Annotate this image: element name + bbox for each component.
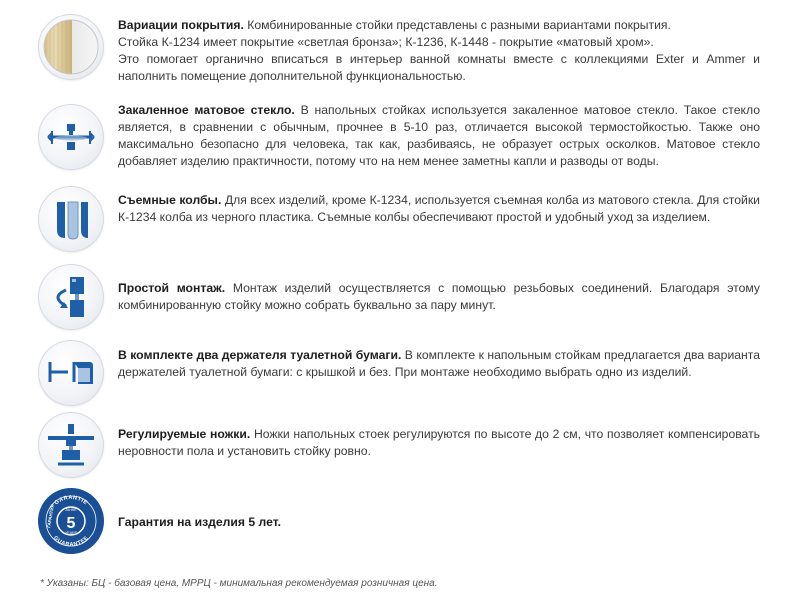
feature-body: Это помогает органично вписаться в интерьер ванной комнаты вместе с коллекциями Exter и Ammer и наполнить помещение дополнительной функциональностью.	[118, 52, 760, 83]
feature-body: Для всех изделий, кроме К-1234, используется съемная колба из матового стекла. Для стойки К-1234 колба из черного пластика. Съемные колбы обеспечивают простой и удобный уход за изделием.	[118, 193, 760, 224]
feature-title: Регулируемые ножки.	[118, 427, 251, 441]
feature-title: Вариации покрытия.	[118, 18, 244, 32]
feature-coating-text	[118, 17, 760, 85]
feature-body: В комплекте к напольным стойкам предлагается два варианта держателей туалетной бумаги: с крышкой и без. При монтаже необходимо выбрать одно из изделий.	[118, 348, 760, 379]
badge-left-text: ГАРАНТИЯ	[46, 503, 56, 529]
badge-small-top: JAHRE	[65, 508, 77, 512]
feature-body: Ножки напольных стоек регулируются по высоте до 2 см, что позволяет компенсировать неровности пола и установить стойку ровно.	[118, 427, 760, 458]
warranty-badge-icon	[38, 488, 104, 554]
badge-top-text: GARANTIE	[53, 494, 89, 507]
feature-body: В напольных стойках используется закаленное матовое стекло. Такое стекло является, в сравнении с обычным, прочнее в 5-10 раз, отличается высокой термостойкостью. Также оно максимально безопасно для человека, так как, разбиваясь, не образует острых осколков. Матовое стекло добавляет изделию практичности, потому что на нем менее заметны капли и разводы от воды.	[118, 103, 760, 168]
feature-warranty-text	[118, 514, 760, 531]
badge-small-bottom: YEARS	[65, 531, 77, 535]
feature-flasks-text	[118, 192, 760, 226]
badge-number: 5	[66, 515, 76, 532]
feature-title: В комплекте два держателя туалетной бумаги.	[118, 348, 402, 362]
feature-adjustable-feet-text	[118, 426, 760, 460]
feature-title: Закаленное матовое стекло.	[118, 103, 295, 117]
footnote: * Указаны: БЦ - базовая цена, МРРЦ - минимальная рекомендуемая розничная цена.	[40, 578, 438, 589]
feature-glass-text	[118, 102, 760, 170]
feature-body: Комбинированные стойки представлены с разными вариантами покрытия.	[243, 18, 671, 32]
feature-body: Монтаж изделий осуществляется с помощью резьбовых соединений. Благодаря этому комбинированную стойку можно собрать буквально за пару минут.	[118, 281, 761, 312]
tempered-glass-icon	[38, 104, 104, 170]
paper-holder-icon	[38, 340, 104, 406]
feature-title: Съемные колбы.	[118, 193, 222, 207]
feature-paper-holders-text	[118, 347, 760, 381]
bronze-chrome-finish-icon	[38, 14, 104, 80]
feature-title: Гарантия на изделия 5 лет.	[118, 515, 282, 529]
feature-title: Простой монтаж.	[118, 281, 226, 295]
adjustable-feet-icon	[38, 412, 104, 478]
easy-mount-icon	[38, 264, 104, 330]
badge-bottom-text: GUARANTEE	[52, 535, 90, 549]
feature-body: Стойка К-1234 имеет покрытие «светлая бронза»; К-1236, К-1448 - покрытие «матовый хром».	[118, 35, 654, 49]
feature-mount-text	[118, 280, 760, 314]
removable-flask-icon	[38, 186, 104, 252]
